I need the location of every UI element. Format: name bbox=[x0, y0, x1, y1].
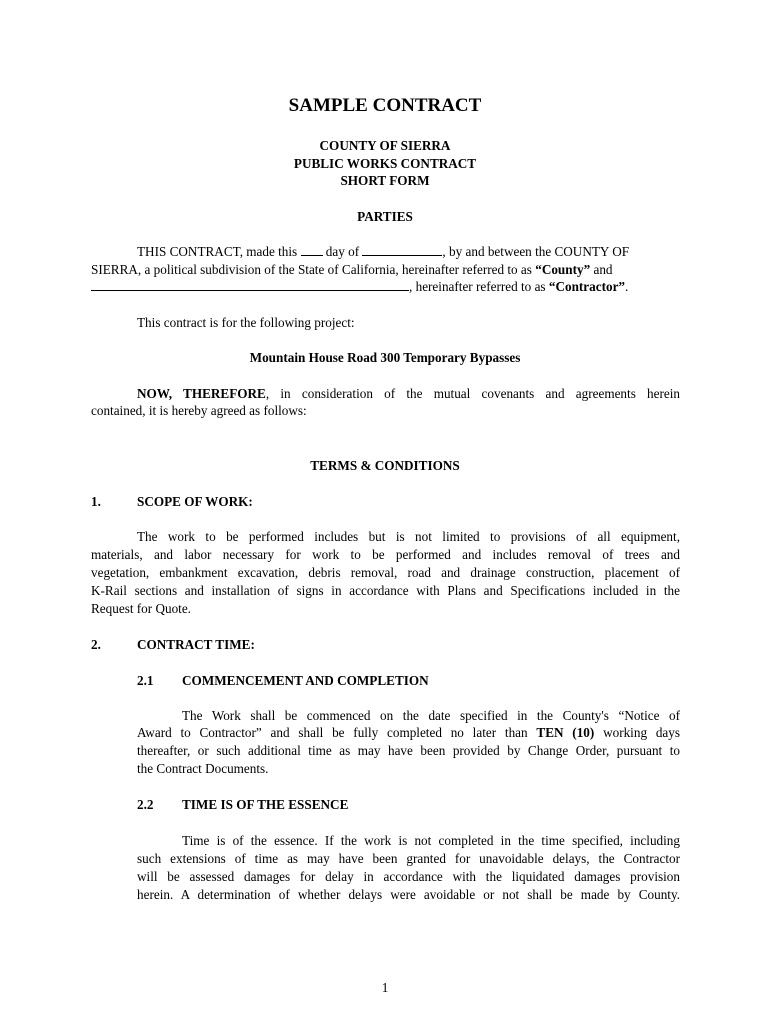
parties-text-g: . bbox=[625, 279, 629, 294]
scope-line-1: The work to be performed includes but is not limited to provisions of all equipment, bbox=[137, 529, 680, 544]
parties-text-d: SIERRA, a political subdivision of the State of California, hereinafter referred to as bbox=[91, 262, 532, 277]
parties-line-3 bbox=[91, 278, 628, 296]
essence-line-2: such extensions of time as may have been granted for unavoidable delays, the Contractor bbox=[137, 851, 680, 866]
parties-line-2 bbox=[91, 261, 613, 279]
section-2-heading: CONTRACT TIME: bbox=[137, 637, 255, 652]
section-1-number: 1. bbox=[91, 494, 101, 509]
scope-line-4: K-Rail sections and installation of signs in accordance with Plans and Specifications included in the bbox=[91, 583, 680, 598]
page-number: 1 bbox=[381, 980, 389, 995]
commencement-line-4: the Contract Documents. bbox=[137, 761, 269, 776]
section-2-number: 2. bbox=[91, 637, 101, 652]
parties-text-e: and bbox=[593, 262, 613, 277]
section-2-2-number: 2.2 bbox=[137, 797, 154, 812]
now-therefore-line-1 bbox=[137, 385, 680, 403]
parties-text-b: day of bbox=[325, 244, 360, 259]
section-2-2-heading: TIME IS OF THE ESSENCE bbox=[182, 797, 349, 812]
contractor-term: “Contractor” bbox=[548, 279, 626, 294]
county-term: “County” bbox=[535, 262, 591, 277]
day-blank bbox=[301, 243, 323, 256]
commencement-line-1: The Work shall be commenced on the date specified in the County's “Notice of bbox=[182, 708, 680, 723]
parties-text-a: THIS CONTRACT, made this bbox=[137, 244, 298, 259]
county-heading: COUNTY OF SIERRA bbox=[319, 138, 451, 153]
commencement-text-b: working days bbox=[603, 725, 680, 740]
section-2-1-number: 2.1 bbox=[137, 673, 154, 688]
parties-heading: PARTIES bbox=[357, 209, 413, 224]
now-therefore-text: , in consideration of the mutual covenants and agreements herein bbox=[265, 386, 680, 401]
document-title: SAMPLE CONTRACT bbox=[288, 95, 482, 116]
month-blank bbox=[362, 243, 442, 256]
working-days-count: TEN (10) bbox=[536, 725, 595, 740]
essence-line-4: herein. A determination of whether delays were avoidable or not shall be made by County. bbox=[137, 887, 680, 902]
essence-line-1: Time is of the essence. If the work is not completed in the time specified, including bbox=[182, 833, 680, 848]
now-therefore-lead: NOW, THEREFORE bbox=[137, 386, 266, 401]
commencement-line-2 bbox=[137, 724, 680, 742]
form-type-heading: SHORT FORM bbox=[340, 173, 430, 188]
parties-text-f: , hereinafter referred to as bbox=[409, 279, 546, 294]
section-1-heading: SCOPE OF WORK: bbox=[137, 494, 253, 509]
section-2-1-heading: COMMENCEMENT AND COMPLETION bbox=[182, 673, 429, 688]
project-name: Mountain House Road 300 Temporary Bypasses bbox=[249, 350, 521, 365]
scope-line-3: vegetation, embankment excavation, debris removal, road and drainage construction, placement of bbox=[91, 565, 680, 580]
commencement-text-a: Award to Contractor” and shall be fully completed no later than bbox=[137, 725, 528, 740]
terms-heading: TERMS & CONDITIONS bbox=[310, 458, 460, 473]
contract-type-heading: PUBLIC WORKS CONTRACT bbox=[293, 156, 477, 171]
contractor-name-blank bbox=[91, 278, 409, 291]
project-intro: This contract is for the following project: bbox=[137, 315, 355, 330]
scope-line-2: materials, and labor necessary for work to be performed and includes removal of trees and bbox=[91, 547, 680, 562]
scope-line-5: Request for Quote. bbox=[91, 601, 191, 616]
parties-text-c: , by and between the COUNTY OF bbox=[442, 244, 630, 259]
now-therefore-line-2: contained, it is hereby agreed as follows: bbox=[91, 403, 307, 418]
essence-line-3: will be assessed damages for delay in accordance with the liquidated damages provision bbox=[137, 869, 680, 884]
commencement-line-3: thereafter, or such additional time as may have been provided by Change Order, pursuant to bbox=[137, 743, 680, 758]
parties-line-1 bbox=[137, 243, 629, 261]
